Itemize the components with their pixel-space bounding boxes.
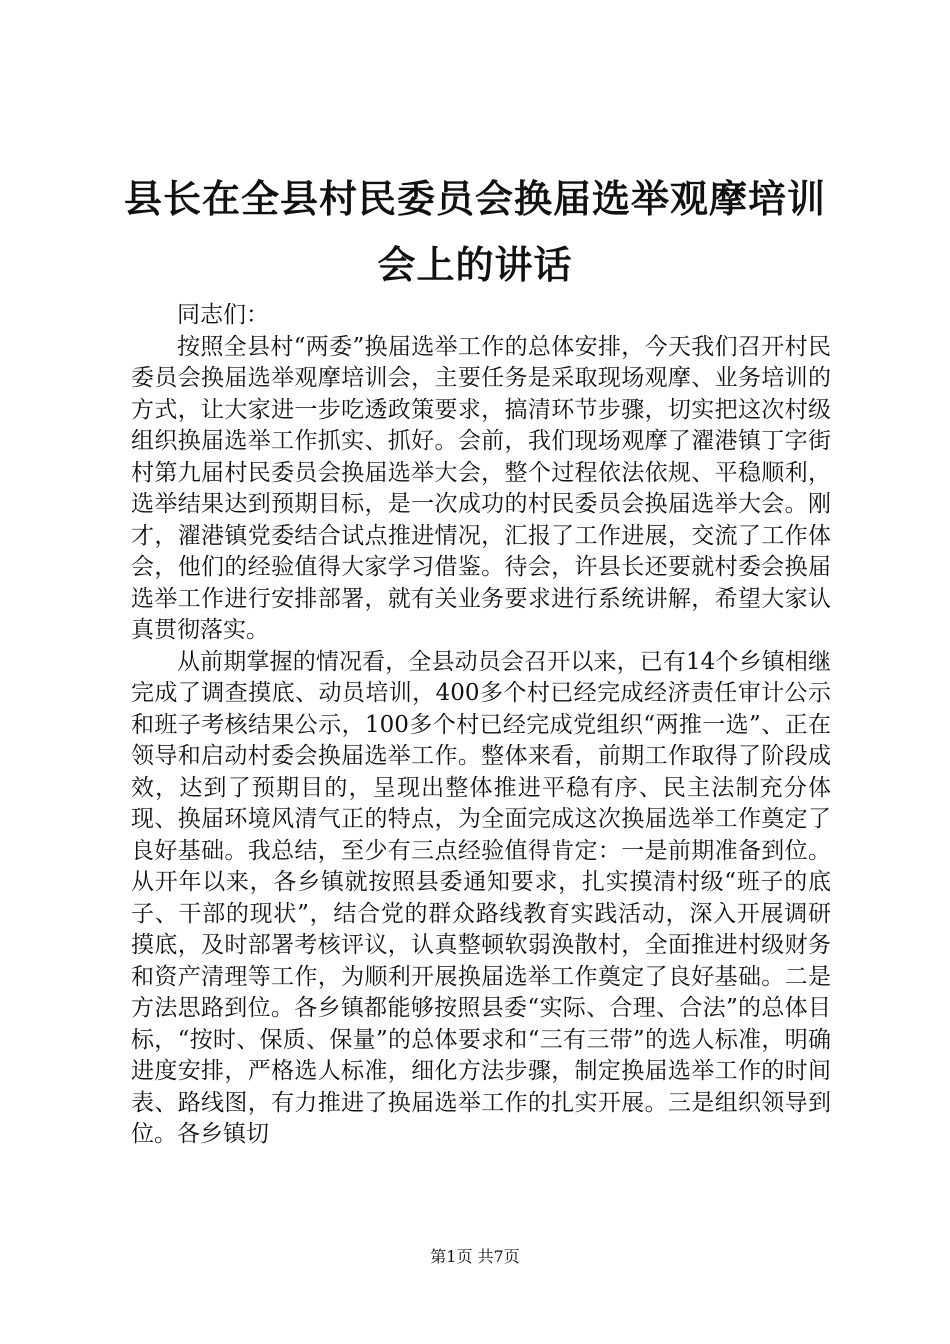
document-body <box>131 300 831 1151</box>
page-number-footer: 第1页 共7页 <box>430 1247 520 1266</box>
document-title: 县长在全县村民委员会换届选举观摩培训会上的讲话 <box>123 176 826 287</box>
paragraph-2: 从前期掌握的情况看，全县动员会召开以来，已有14个乡镇相继完成了调查摸底、动员培训，400多个村已经完成经济责任审计公示和班子考核结果公示，100多个村已经完成党组织“两推一选”、正在领导和启动村委会换届选举工作。整体来看，前期工作取得了阶段成效，达到了预期目的，呈现出整体推进平稳有序、民主法制充分体现、换届环境风清气正的特点，为全面完成这次换届选举工作奠定了良好基础。我总结，至少有三点经验值得肯定：一是前期准备到位。从开年以来，各乡镇就按照县委通知要求，扎实摸清村级“班子的底子、干部的现状”，结合党的群众路线教育实践活动，深入开展调研摸底，及时部署考核评议，认真整顿软弱涣散村，全面推进村级财务和资产清理等工作，为顺利开展换届选举工作奠定了良好基础。二是方法思路到位。各乡镇都能够按照县委“实际、合理、合法”的总体目标，“按时、保质、保量”的总体要求和“三有三带”的选人标准，明确进度安排，严格选人标准，细化方法步骤，制定换届选举工作的时间表、路线图，有力推进了换届选举工作的扎实开展。三是组织领导到位。各乡镇切 <box>131 648 831 1147</box>
salutation: 同志们： <box>177 302 269 328</box>
paragraph-1: 按照全县村“两委”换届选举工作的总体安排，今天我们召开村民委员会换届选举观摩培训会，主要任务是采取现场观摩、业务培训的方式，让大家进一步吃透政策要求，搞清环节步骤，切实把这次村级组织换届选举工作抓实、抓好。会前，我们现场观摩了濯港镇丁字街村第九届村民委员会换届选举大会，整个过程依法依规、平稳顺利，选举结果达到预期目标，是一次成功的村民委员会换届选举大会。刚才，濯港镇党委结合试点推进情况，汇报了工作进展，交流了工作体会，他们的经验值得大家学习借鉴。待会，许县长还要就村委会换届选举工作进行安排部署，就有关业务要求进行系统讲解，希望大家认真贯彻落实。 <box>131 333 831 643</box>
